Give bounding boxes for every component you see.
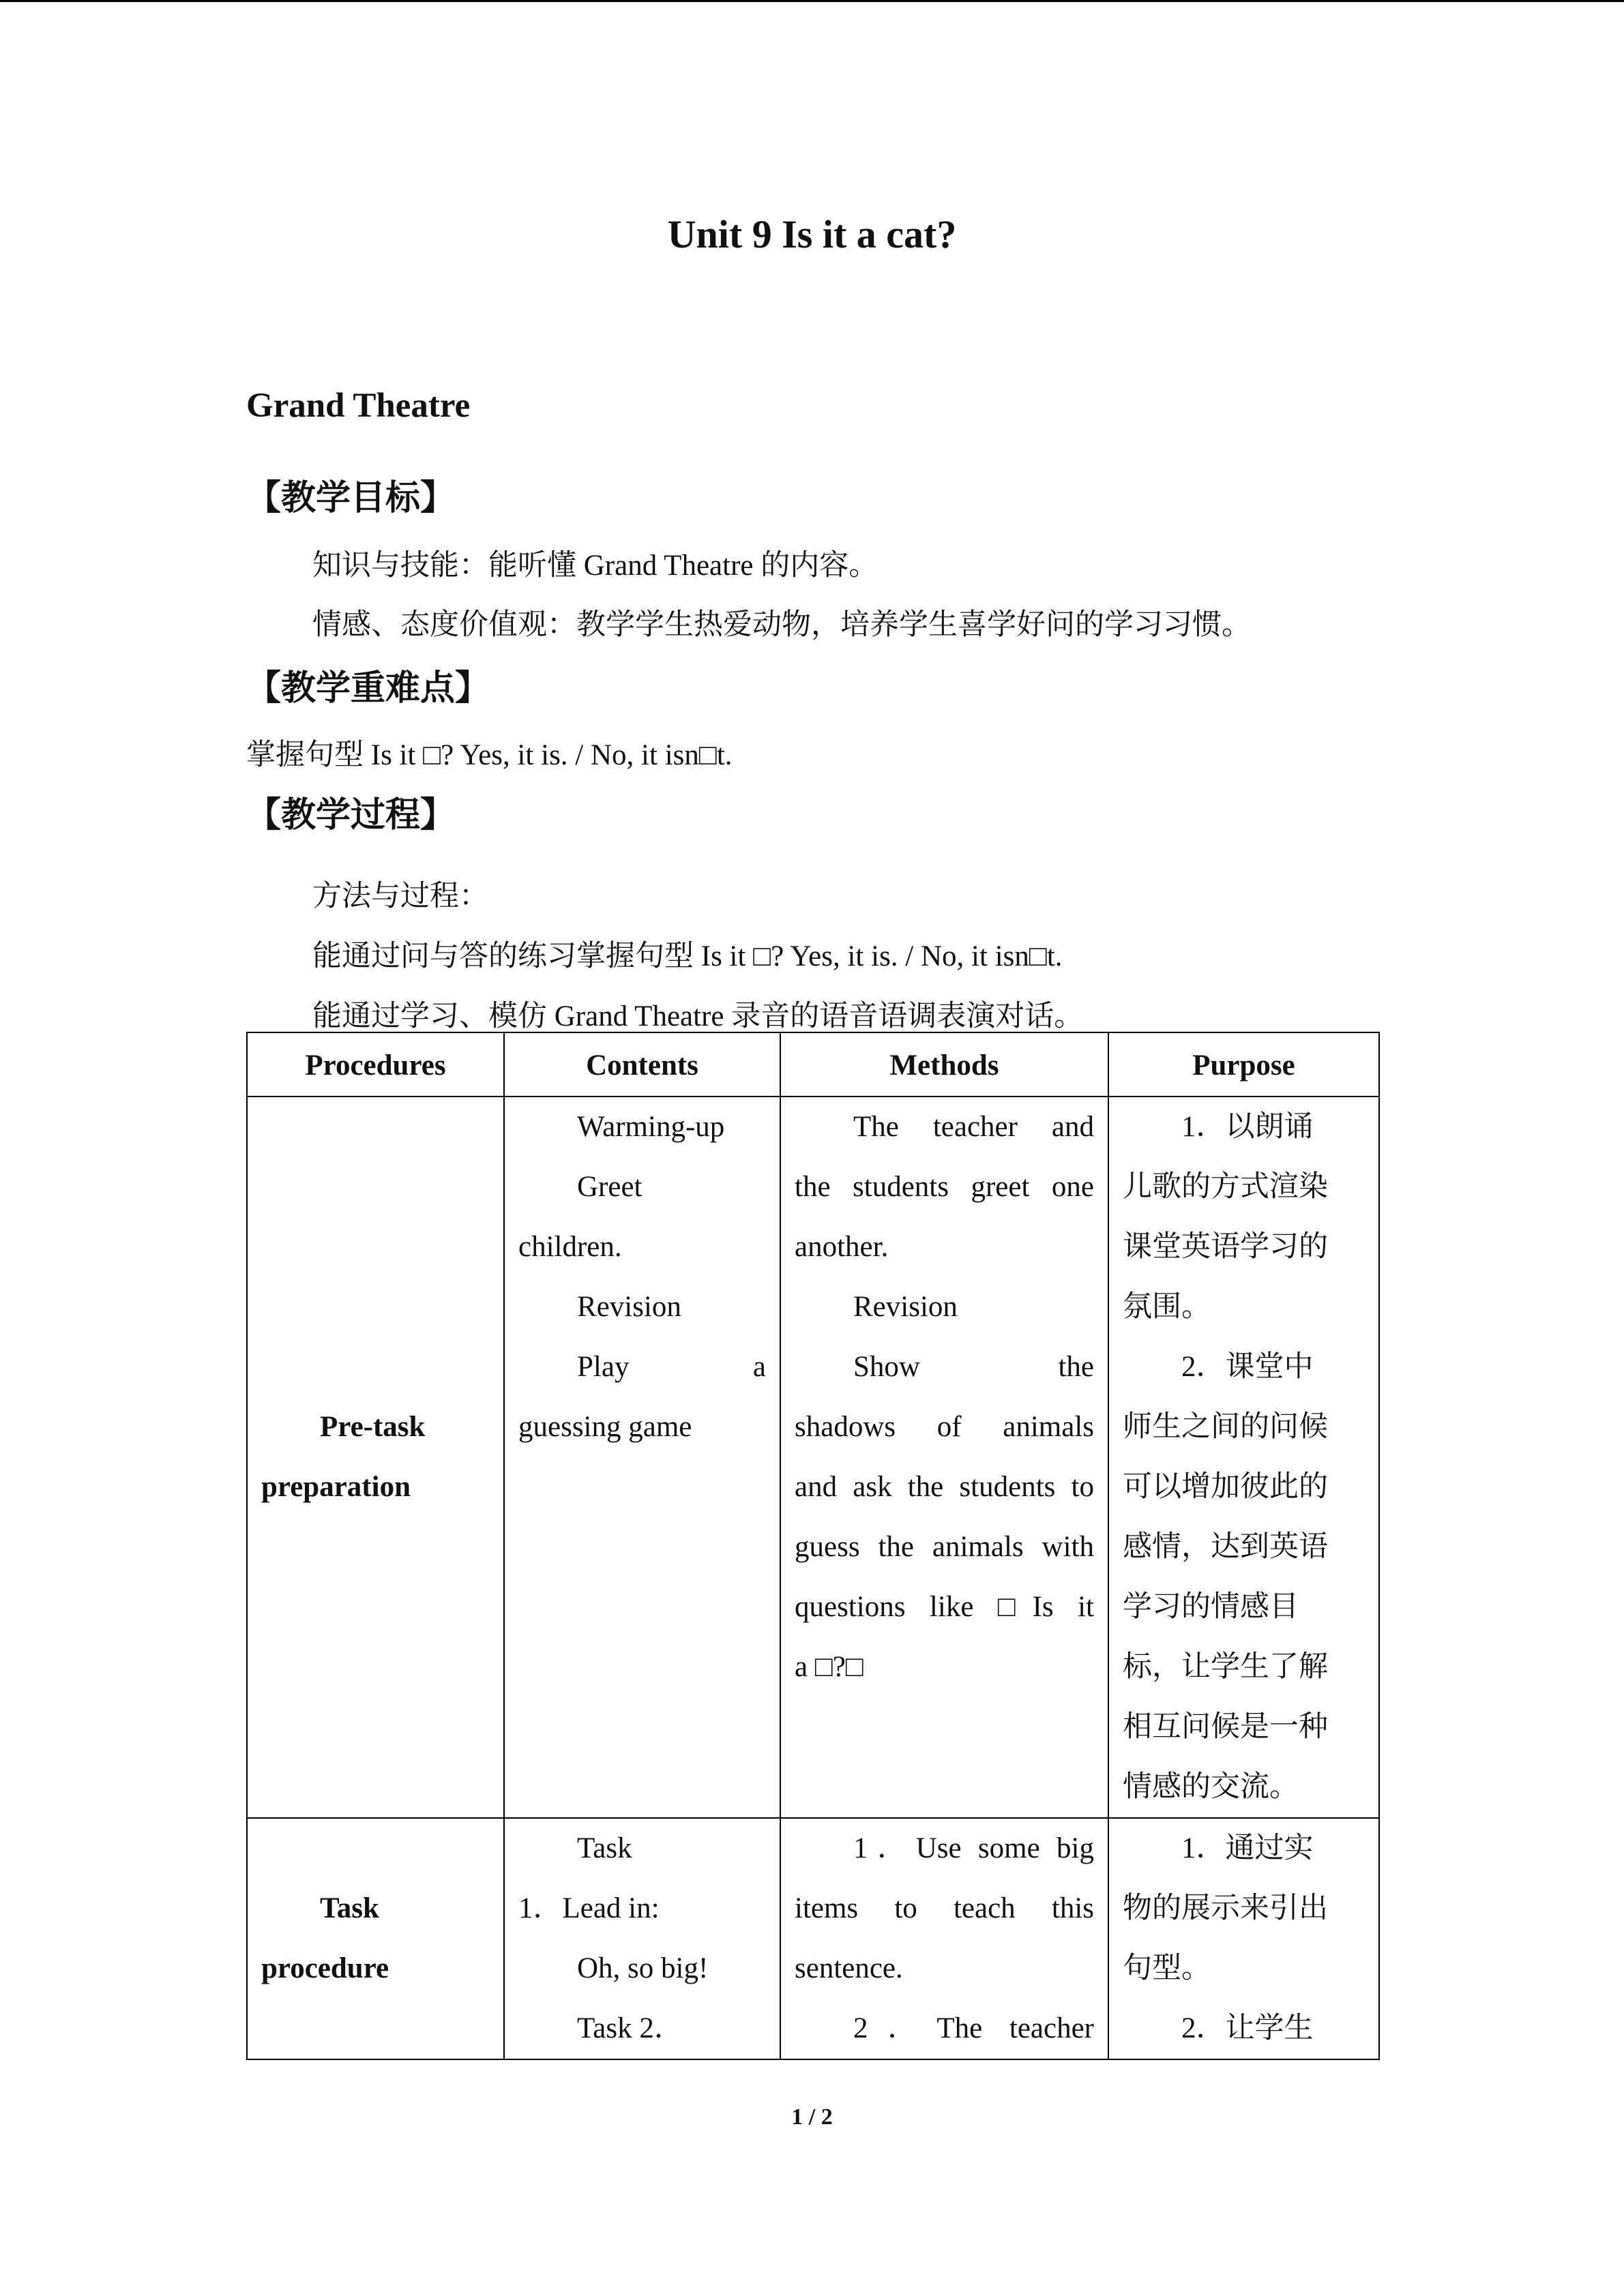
contents-text: Revision [577,1291,681,1323]
purpose-text: 学习的情感目 [1123,1591,1299,1623]
section-title: Grand Theatre [246,387,471,425]
top-border-line [0,0,1624,2]
methods-text: questions like □Is it [795,1591,1094,1623]
methods-text: 1．Use some big [853,1832,1094,1864]
procedure-text: procedure [261,1952,389,1984]
purpose-cell [1108,1818,1379,2059]
key-points-line: 掌握句型 Is it □? Yes, it is. / No, it isn□t. [246,739,733,771]
contents-text: children. [518,1231,622,1263]
contents-text: 1．Lead in: [518,1892,660,1924]
methods-text: another. [795,1231,889,1263]
procedure-cell [247,1097,504,1818]
purpose-text: 师生之间的问候 [1123,1411,1328,1443]
purpose-text: 情感的交流。 [1123,1771,1299,1803]
methods-text: and ask the students to [795,1471,1094,1503]
methods-text: shadows of animals [795,1411,1094,1443]
procedure-text: Pre-task [320,1411,426,1443]
methods-text: the students greet one [795,1171,1094,1203]
purpose-text: 感情，达到英语 [1123,1531,1328,1563]
procedure-cell [247,1818,504,2059]
contents-text: guessing game [518,1411,692,1443]
purpose-text: 1．通过实 [1181,1832,1314,1864]
methods-text: 2．The teacher [853,2012,1094,2044]
contents-text: Task [577,1832,632,1864]
methods-text: items to teach this [795,1892,1094,1924]
methods-cell [780,1097,1108,1818]
contents-cell [504,1097,780,1818]
header-purpose: Purpose [1108,1032,1379,1097]
methods-text: The teacher and [853,1111,1094,1143]
process-line-qa: 能通过问与答的练习掌握句型 Is it □? Yes, it is. / No, it isn□t. [312,940,1063,972]
purpose-text: 2．让学生 [1181,2012,1314,2044]
lesson-table [246,1032,1380,2060]
contents-text: Greet [577,1171,643,1203]
document-title: Unit 9 Is it a cat? [667,212,957,256]
purpose-text: 儿歌的方式渲染 [1123,1171,1328,1203]
contents-text: Task 2． [577,2012,683,2044]
procedure-text: preparation [261,1471,411,1503]
header-methods: Methods [780,1032,1108,1097]
contents-text: Play a [577,1351,766,1383]
purpose-text: 句型。 [1123,1952,1211,1984]
table-row-pre-task [247,1097,1379,1818]
table-header-row [247,1032,1379,1097]
purpose-text: 物的展示来引出 [1123,1892,1328,1924]
key-points-heading: 【教学重难点】 [246,668,490,709]
process-line-methods: 方法与过程： [312,880,488,912]
purpose-text: 1．以朗诵 [1181,1111,1314,1143]
header-procedures: Procedures [247,1032,504,1097]
methods-text: Show the [853,1351,1094,1383]
purpose-text: 可以增加彼此的 [1123,1471,1328,1503]
purpose-text: 氛围。 [1123,1291,1211,1323]
methods-text: sentence. [795,1952,903,1984]
methods-text: guess the animals with [795,1531,1094,1563]
objective-attitude: 情感、态度价值观：教学学生热爱动物，培养学生喜学好问的学习习惯。 [312,609,1251,641]
page-number: 1 / 2 [791,2104,833,2130]
purpose-cell [1108,1097,1379,1818]
purpose-text: 2．课堂中 [1181,1351,1314,1383]
contents-cell [504,1818,780,2059]
objective-knowledge: 知识与技能：能听懂 Grand Theatre 的内容。 [312,550,879,582]
purpose-text: 相互问候是一种 [1123,1711,1328,1743]
process-line-imitate: 能通过学习、模仿 Grand Theatre 录音的语音语调表演对话。 [312,1000,1084,1032]
contents-text: Warming-up [577,1111,725,1143]
procedure-text: Task [320,1892,379,1924]
table-row-task [247,1818,1379,2059]
purpose-text: 标，让学生了解 [1123,1651,1328,1683]
methods-cell [780,1818,1108,2059]
methods-text: a □?□ [795,1651,863,1683]
purpose-text: 课堂英语学习的 [1123,1231,1328,1263]
header-contents: Contents [504,1032,780,1097]
methods-text: Revision [853,1291,958,1323]
process-heading: 【教学过程】 [246,795,456,835]
objectives-heading: 【教学目标】 [246,478,456,518]
contents-text: Oh, so big! [577,1952,709,1984]
